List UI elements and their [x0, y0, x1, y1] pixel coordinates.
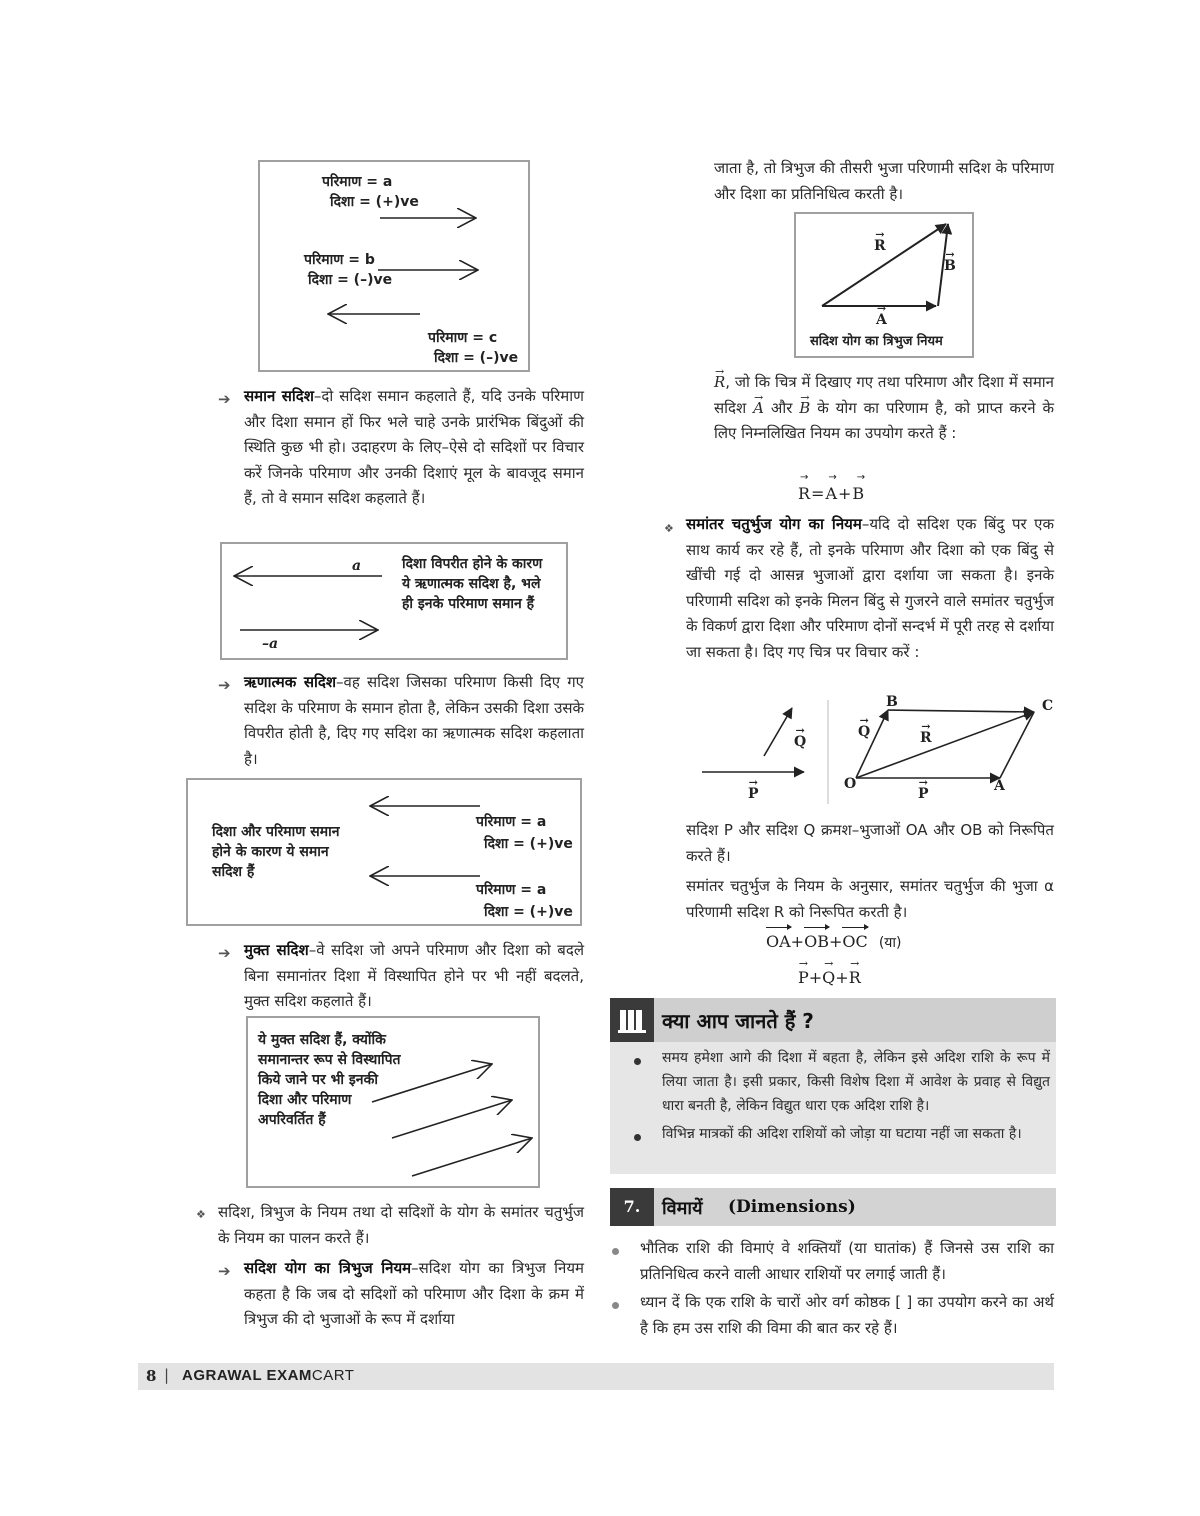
- label-Q-free: → Q: [794, 732, 806, 752]
- page-number: 8: [146, 1367, 157, 1385]
- fig3-label-4: दिशा = (+)ve: [484, 904, 573, 920]
- equal-vectors-paragraph: [244, 384, 584, 512]
- fig1-label-6: दिशा = (–)ve: [434, 350, 519, 366]
- section-number-box: [610, 1188, 654, 1226]
- footer-separator: |: [164, 1366, 170, 1384]
- resultant-paragraph: → R, जो कि चित्र में दिखाए गए तथा परिमाण और दिशा में समान सदिश → A और → B के योग का परिणाम है, को प्राप्त करने के लिए निम्नलिखित नियम का उपयोग करते हैं :: [714, 370, 1054, 447]
- parallelogram-law-paragraph: [686, 512, 1054, 665]
- fig2-label-a: a: [352, 558, 362, 574]
- equal-vectors-title: समान सदिश: [244, 387, 314, 405]
- tri-caption: सदिश योग का त्रिभुज नियम: [810, 334, 943, 349]
- fig3-note-1: दिशा और परिमाण समान: [212, 824, 340, 840]
- equation-or: (या): [878, 935, 902, 951]
- tri-label-A: → A: [876, 310, 887, 330]
- label-A: A: [994, 778, 1005, 794]
- dyk-item-2: विभिन्न मात्रकों की अदिश राशियों को जोड़ा या घटाया नहीं जा सकता है।: [662, 1126, 1022, 1142]
- fig2-note-2: ये ऋणात्मक सदिश है, भले: [402, 576, 541, 592]
- sym-A: → A: [753, 396, 764, 422]
- arrow-bullet-icon: ➔: [218, 1262, 231, 1280]
- free-vector-title: मुक्त सदिश: [244, 941, 309, 959]
- pq-paragraph: सदिश P और सदिश Q क्रमश–भुजाओं OA और OB को निरूपित करते हैं।: [686, 821, 1054, 865]
- triangle-law-text: –सदिश योग का त्रिभुज नियम कहता है कि जब दो सदिशों को परिमाण और दिशा के क्रम में त्रिभुज की दो भुजाओं के रूप में दर्शाया: [244, 1259, 584, 1328]
- fig2-label-neg-a: –a: [262, 636, 279, 652]
- fig1-label-2: दिशा = (+)ve: [330, 194, 419, 210]
- label-C: C: [1042, 698, 1054, 714]
- fig1-label-1: परिमाण = a: [322, 174, 393, 190]
- fig1-label-3: परिमाण = b: [304, 252, 375, 268]
- bullet-icon: [612, 1248, 619, 1255]
- figure-vector-directions: [258, 160, 530, 372]
- triangle-law-title: सदिश योग का त्रिभुज नियम: [244, 1259, 412, 1277]
- arrow-bullet-icon: ➔: [218, 944, 231, 962]
- brand-logo: AGRAWAL EXAMCART: [182, 1367, 355, 1384]
- laws-intro-paragraph: सदिश, त्रिभुज के नियम तथा दो सदिशों के योग के समांतर चतुर्भुज के नियम का पालन करते हैं।: [218, 1203, 584, 1247]
- fig3-label-2: दिशा = (+)ve: [484, 836, 573, 852]
- tri-label-R: → R: [874, 236, 886, 256]
- diamond-bullet-icon: ❖: [664, 522, 674, 535]
- did-you-know-title: क्या आप जानते हैं ?: [662, 1009, 814, 1033]
- fig4-note-4: दिशा और परिमाण: [258, 1092, 352, 1108]
- arrow-bullet-icon: ➔: [218, 676, 231, 694]
- free-vector-paragraph: [244, 938, 584, 1015]
- sym-R: → R: [714, 370, 725, 396]
- rule-paragraph: समांतर चतुर्भुज के नियम के अनुसार, समांतर चतुर्भुज की भुजा α परिणामी सदिश R को निरूपित करती है।: [686, 877, 1054, 921]
- label-P: → P: [918, 784, 929, 804]
- triangle-continued-paragraph: जाता है, तो त्रिभुज की तीसरी भुजा परिणामी सदिश के परिमाण और दिशा का प्रतिनिधित्व करती है।: [714, 159, 1054, 203]
- label-P-free: → P: [748, 784, 759, 804]
- dyk-item-1: समय हमेशा आगे की दिशा में बहता है, लेकिन इसे अदिश राशि के रूप में लिया जाता है। इसी प्रकार, किसी विशेष दिशा में आवेश के प्रवाह से विद्युत धारा बनती है, लेकिन विद्युत धारा एक अदिश राशि है।: [662, 1050, 1050, 1114]
- label-O: O: [844, 776, 857, 792]
- parallelogram-text: –यदि दो सदिश एक बिंदु पर एक साथ कार्य कर रहे हैं, तो इनके परिमाण और दिशा को एक बिंदु से खींची गई दो आसन्न भुजाओं द्वारा दर्शाया जा सकता है। इनके परिणामी सदिश को इनके मिलन बिंदु से गुजरने वाले समांतर चतुर्भुज के विकर्ण द्वारा दिशा और परिमाण दोनों सन्दर्भ में पूरी तरह से दर्शाया जा सकता है। दिए गए चित्र पर विचार करें :: [686, 515, 1054, 661]
- label-B: B: [886, 694, 898, 710]
- figure-equal-vectors: [186, 778, 582, 926]
- free-arrow-2: [392, 1100, 512, 1138]
- vector-Q-free: [764, 708, 792, 756]
- dimension-point-2: ध्यान दें कि एक राशि के चारों ओर वर्ग कोष्ठक [ ] का उपयोग करने का अर्थ है कि हम उस राशि की विमा की बात कर रहे हैं।: [640, 1293, 1054, 1337]
- section-title: विमायें: [662, 1198, 703, 1219]
- figure-triangle-law: [794, 212, 974, 358]
- arrow-bullet-icon: ➔: [218, 390, 231, 408]
- diamond-bullet-icon: ❖: [196, 1208, 206, 1221]
- negative-vector-title: ऋणात्मक सदिश: [244, 673, 337, 691]
- tri-label-B: → B: [944, 256, 956, 276]
- dimension-point-1: भौतिक राशि की विमाएं वे शक्तियाँ (या घातांक) हैं जिनसे उस राशि का प्रतिनिधित्व करने वाली आधार राशियों पर लगाई जाती हैं।: [640, 1239, 1054, 1283]
- figure-negative-vectors: [220, 542, 568, 660]
- bullet-icon: [612, 1302, 619, 1309]
- page-footer: [138, 1363, 1054, 1390]
- triangle-law-paragraph: [244, 1256, 584, 1333]
- equal-vectors-text: –दो सदिश समान कहलाते हैं, यदि उनके परिमाण और दिशा समान हों फिर भले चाहे उनके प्रारंभिक बिंदुओं की स्थिति कुछ भी हो। उदाहरण के लिए–ऐसे दो सदिशों पर विचार करें जिनके परिमाण और उनकी दिशाएं मूल के बावजूद समान हैं, तो वे समान सदिश कहलाते हैं।: [244, 387, 584, 507]
- section-title-en: (Dimensions): [728, 1197, 856, 1217]
- fig4-note-3: किये जाने पर भी इनकी: [258, 1072, 378, 1088]
- fig4-note-1: ये मुक्त सदिश हैं, क्योंकि: [258, 1032, 386, 1048]
- fig4-note-5: अपरिवर्तित हैं: [258, 1112, 326, 1128]
- label-Q: → Q: [858, 722, 870, 742]
- figure-free-vectors: [246, 1016, 540, 1188]
- fig2-note-1: दिशा विपरीत होने के कारण: [402, 556, 543, 572]
- bullet-icon: [634, 1134, 641, 1141]
- fig3-note-3: सदिश हैं: [212, 864, 255, 880]
- bullet-icon: [634, 1058, 641, 1065]
- side-BC: [888, 710, 1034, 712]
- parallelogram-title: समांतर चतुर्भुज योग का नियम: [686, 515, 862, 533]
- free-arrow-3: [412, 1138, 532, 1176]
- did-you-know-header: [610, 998, 1056, 1042]
- did-you-know-body: [610, 1042, 1056, 1174]
- sym-B: → B: [799, 396, 810, 422]
- fig4-note-2: समानान्तर रूप से विस्थापित: [258, 1052, 401, 1068]
- equation-P-Q-R: → P+→ Q+→ R: [798, 968, 861, 987]
- label-R: → R: [920, 728, 932, 748]
- fig1-label-5: परिमाण = c: [428, 330, 498, 346]
- equation-vector-marks: →→→: [800, 472, 886, 483]
- fig2-note-3: ही इनके परिमाण समान हैं: [402, 596, 535, 612]
- equation-OA-OB-OC: OA+OB+OC (या): [766, 932, 902, 951]
- section-number: 7.: [623, 1197, 641, 1216]
- equation-R-A-B: R=A+B: [798, 484, 866, 503]
- books-icon: [610, 998, 654, 1042]
- negative-vector-text: –वह सदिश जिसका परिमाण किसी दिए गए सदिश के परिमाण के समान होता है, लेकिन उसकी दिशा उसके विपरीत होती है, दिए गए सदिश का ऋणात्मक सदिश कहलाता है।: [244, 673, 584, 768]
- figure-parallelogram-law: [696, 692, 1060, 808]
- fig1-label-4: दिशा = (–)ve: [308, 272, 393, 288]
- free-vector-text: –वे सदिश जो अपने परिमाण और दिशा को बदले बिना समानांतर दिशा में विस्थापित होने पर भी नहीं बदलते, मुक्त सदिश कहलाते हैं।: [244, 941, 584, 1010]
- negative-vector-paragraph: [244, 670, 584, 772]
- fig3-label-3: परिमाण = a: [476, 882, 547, 898]
- fig3-note-2: होने के कारण ये समान: [212, 844, 329, 860]
- fig3-label-1: परिमाण = a: [476, 814, 547, 830]
- section-header-dimensions: [610, 1188, 1056, 1226]
